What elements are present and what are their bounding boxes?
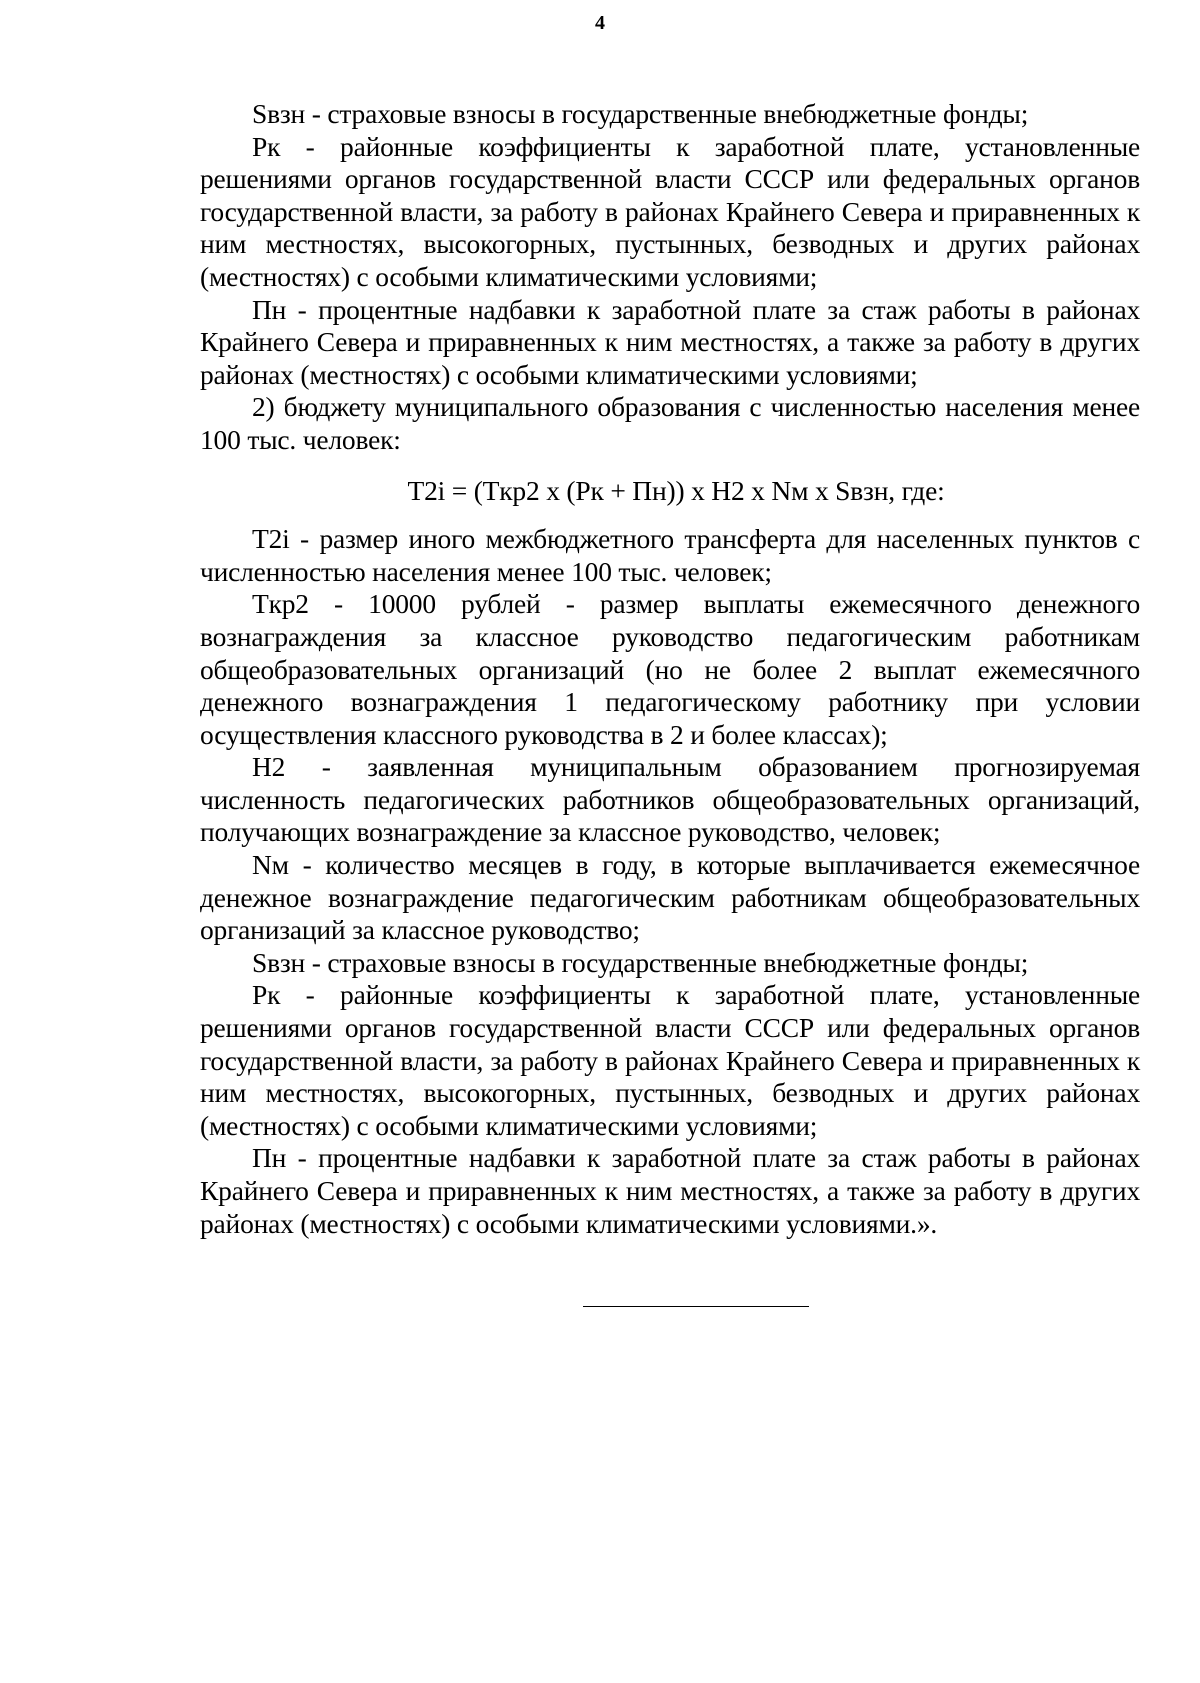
paragraph-municipal-budget: 2) бюджету муниципального образования с численностью населения менее 100 тыс. человек:: [200, 391, 1140, 455]
definition-rk: Рк - районные коэффициенты к заработной плате, установленные решениями органов государственной власти СССР или федеральных органов государственной власти, за работу в районах Крайнего Севера и приравненных к ним местностях, высокогорных, пустынных, безводных и других районах (местностях) с особыми климатическими условиями;: [200, 979, 1140, 1141]
definition-pn: Пн - процентные надбавки к заработной плате за стаж работы в районах Крайнего Севера и приравненных к ним местностях, а также за работу в других районах (местностях) с особыми климатическими условиями.».: [200, 1142, 1140, 1239]
definition-nm: Nм - количество месяцев в году, в которые выплачивается ежемесячное денежное вознаграждение педагогическим работникам общеобразовательных организаций за классное руководство;: [200, 849, 1140, 946]
paragraph-svzn-definition: Sвзн - страховые взносы в государственные внебюджетные фонды;: [252, 98, 1029, 129]
definition-h2: H2 - заявленная муниципальным образованием прогнозируемая численность педагогических работников общеобразовательных организаций, получающих вознаграждение за классное руководство, человек;: [200, 751, 1140, 848]
page-number: 4: [595, 12, 605, 34]
document-body: [200, 98, 1140, 1240]
definition-svzn: Sвзн - страховые взносы в государственные внебюджетные фонды;: [252, 946, 1029, 978]
end-of-document-rule: [583, 1306, 809, 1307]
paragraph-pn-definition: Пн - процентные надбавки к заработной плате за стаж работы в районах Крайнего Севера и приравненных к ним местностях, а также за работу в других районах (местностях) с особыми климатическими условиями;: [200, 293, 1140, 390]
definition-t2i: T2i - размер иного межбюджетного трансферта для населенных пунктов с численностью населения менее 100 тыс. человек;: [200, 523, 1140, 587]
definition-tkr2: Tкр2 - 10000 рублей - размер выплаты ежемесячного денежного вознаграждения за классное руководство педагогическим работникам общеобразовательных организаций (но не более 2 выплат ежемесячного денежного вознаграждения 1 педагогическому работнику при условии осуществления классного руководства в 2 и более классах);: [200, 588, 1140, 750]
formula-t2i: T2i = (Tкр2 x (Рк + Пн)) x H2 x Nм x Sвзн, где:: [407, 474, 945, 506]
paragraph-rk-definition: Рк - районные коэффициенты к заработной плате, установленные решениями органов государственной власти СССР или федеральных органов государственной власти, за работу в районах Крайнего Севера и приравненных к ним местностях, высокогорных, пустынных, безводных и других районах (местностях) с особыми климатическими условиями;: [200, 130, 1140, 292]
